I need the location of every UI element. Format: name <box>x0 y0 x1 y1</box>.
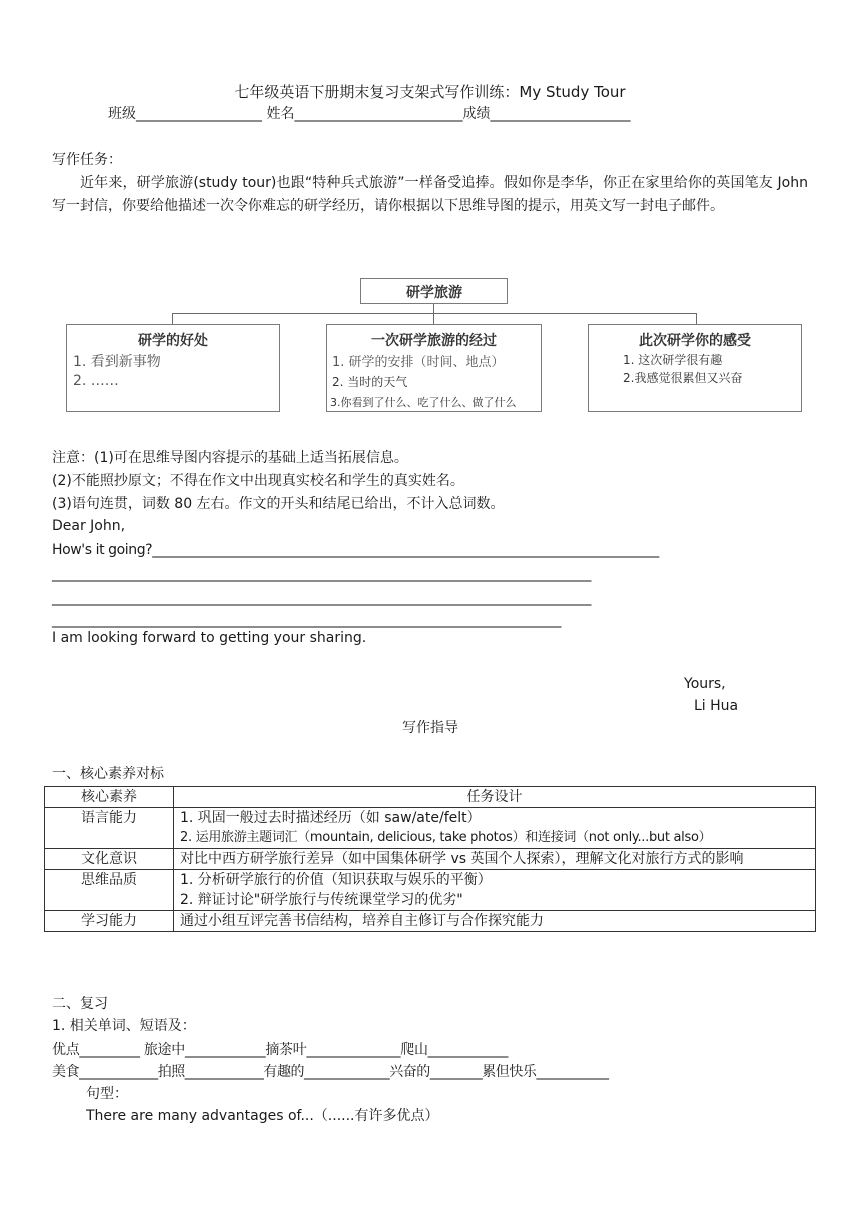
table-row <box>45 808 816 849</box>
letter-signature: Li Hua <box>694 698 739 714</box>
section-1-title: 一、核心素养对标 <box>52 766 164 782</box>
table-row <box>45 870 816 911</box>
table-header-cell: 核心素养 <box>45 787 174 808</box>
section-2-title: 二、复习 <box>52 996 108 1012</box>
page-title: 七年级英语下册期末复习支架式写作训练：My Study Tour <box>234 83 626 101</box>
letter-greeting: Dear John, <box>52 518 126 534</box>
mindmap-connector <box>172 313 696 314</box>
task-text: 近年来，研学旅游(study tour)也跟“特种兵式旅游”一样备受追捧。假如你是李华，你正在家里给你的英国笔友 John 写一封信，你要给他描述一次令你难忘的研学经历，请你根据以下思维导图的提示，用英文写一封电子邮件。 <box>52 175 808 214</box>
table-row <box>45 911 816 932</box>
mindmap-branch-title: 研学的好处 <box>138 333 208 349</box>
vocab-line-1[interactable]: 优点_________ 旅途中____________摘茶叶______________爬山____________ <box>52 1042 509 1058</box>
mindmap-branch-title: 此次研学你的感受 <box>639 333 751 349</box>
table-header-cell: 任务设计 <box>174 787 816 808</box>
table-row-content <box>174 911 816 932</box>
table-row-key: 学习能力 <box>45 911 174 932</box>
mindmap-root-label: 研学旅游 <box>406 285 462 301</box>
table-row-line: 对比中西方研学旅行差异（如中国集体研学 vs 英国个人探索），理解文化对旅行方式的影响 <box>180 851 744 867</box>
table-row-line: 2. 运用旅游主题词汇（mountain, delicious, take photos）和连接词（not only...but also） <box>180 830 712 845</box>
mindmap-branch-feelings <box>588 324 802 412</box>
table-row-key: 思维品质 <box>45 870 174 911</box>
table-row-content <box>174 849 816 870</box>
mindmap-branch-item: 2. 当时的天气 <box>332 375 408 389</box>
mindmap-root <box>360 278 508 304</box>
task-label: 写作任务： <box>52 152 122 168</box>
table-row-content <box>174 808 816 849</box>
pattern-example: There are many advantages of...（......有许多优点） <box>86 1108 439 1124</box>
table-row-line: 1. 巩固一般过去时描述经历（如 saw/ate/felt） <box>180 810 481 826</box>
table-row <box>45 849 816 870</box>
mindmap-branch-item: 1. 研学的安排（时间、地点） <box>332 355 505 370</box>
table-row-key: 语言能力 <box>45 808 174 849</box>
note-2: (2)不能照抄原文；不得在作文中出现真实校名和学生的真实姓名。 <box>52 473 464 489</box>
review-item-1: 1. 相关单词、短语及： <box>52 1018 196 1034</box>
mindmap-connector <box>433 313 434 324</box>
mindmap-branch-item: 1. 这次研学很有趣 <box>623 353 723 367</box>
letter-blank-line[interactable]: _______________________________________________________________________________________ <box>52 590 591 606</box>
mindmap-connector <box>696 313 697 324</box>
note-3: (3)语句连贯，词数 80 左右。作文的开头和结尾已给出，不计入总词数。 <box>52 496 505 512</box>
student-info-line: 班级__________________ 姓名________________________成绩____________________ <box>108 106 631 122</box>
table-row-content <box>174 870 816 911</box>
table-row-line: 2. 辩证讨论"研学旅行与传统课堂学习的优劣" <box>180 892 463 908</box>
mindmap-branch-title: 一次研学旅游的经过 <box>371 333 497 349</box>
letter-opening-blank[interactable]: How's it going?_____________________________________________________________________________ <box>52 542 659 558</box>
table-row-key: 文化意识 <box>45 849 174 870</box>
table-row-line: 通过小组互评完善书信结构，培养自主修订与合作探究能力 <box>180 913 544 929</box>
mindmap-branch-process <box>326 324 542 412</box>
letter-blank-line[interactable]: _____________________________________________________________________________ <box>52 612 561 628</box>
pattern-label: 句型： <box>86 1086 128 1102</box>
guide-title: 写作指导 <box>402 720 458 736</box>
mindmap-branch-item: 2. …… <box>73 373 119 389</box>
mindmap-branch-item: 2.我感觉很累但又兴奋 <box>623 371 743 385</box>
table-header-row <box>45 787 816 808</box>
core-competency-table <box>44 786 816 932</box>
mindmap-branch-item: 3.你看到了什么、吃了什么、做了什么 <box>330 396 517 409</box>
mindmap-branch-item: 1. 看到新事物 <box>73 354 161 370</box>
mindmap-branch-benefits <box>66 324 280 412</box>
letter-blank-line[interactable]: _______________________________________________________________________________________ <box>52 566 591 582</box>
note-1: 注意：(1)可在思维导图内容提示的基础上适当拓展信息。 <box>52 450 408 466</box>
mindmap-connector <box>172 313 173 324</box>
letter-closing: I am looking forward to getting your sharing. <box>52 630 367 646</box>
letter-signoff: Yours, <box>684 676 726 692</box>
vocab-line-2[interactable]: 美食____________拍照____________有趣的_____________兴奋的________累但快乐___________ <box>52 1064 609 1080</box>
table-row-line: 1. 分析研学旅行的价值（知识获取与娱乐的平衡） <box>180 872 492 888</box>
